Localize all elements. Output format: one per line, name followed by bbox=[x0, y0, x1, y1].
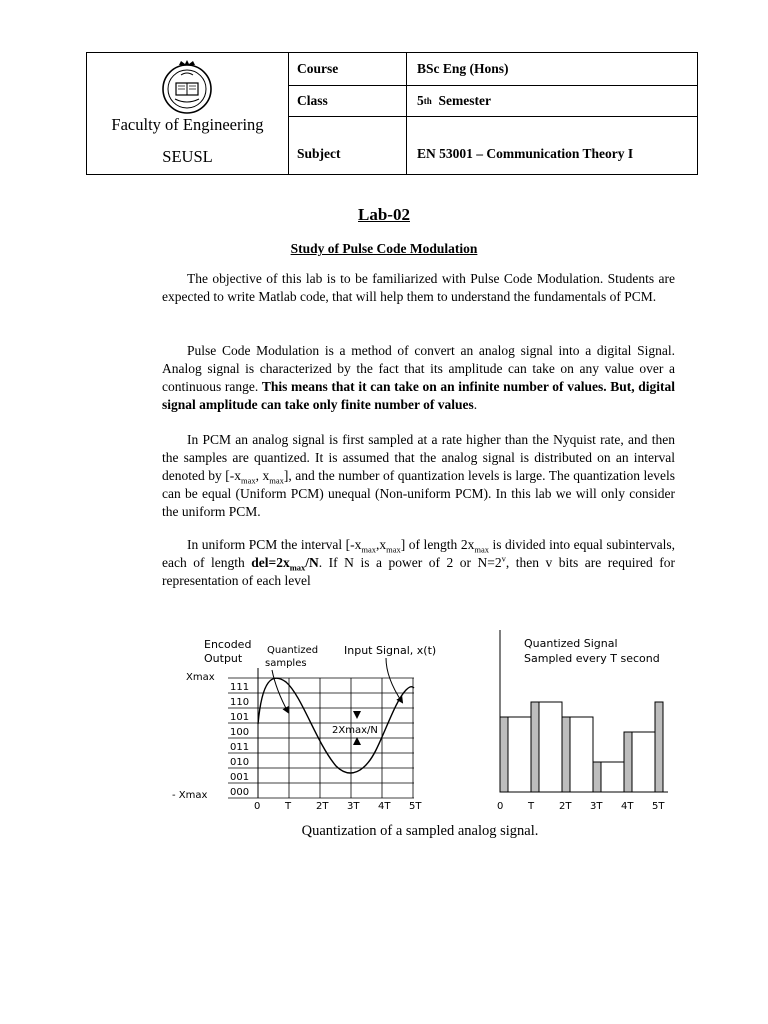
right-x-ticks bbox=[497, 801, 665, 812]
university-name: SEUSL bbox=[162, 147, 213, 166]
sample-bar bbox=[562, 717, 570, 792]
encoded-label: Encoded bbox=[204, 638, 252, 651]
neg-xmax-label: - Xmax bbox=[172, 790, 208, 801]
subscript-max: max bbox=[240, 475, 256, 486]
held-sample-bar bbox=[508, 717, 531, 792]
input-signal-label: Input Signal, x(t) bbox=[344, 644, 437, 657]
del-arrow-down-icon bbox=[353, 711, 361, 719]
right-x-tick-label: T bbox=[528, 801, 535, 812]
right-x-tick-label: 4T bbox=[621, 801, 634, 812]
sampled-every-title: Sampled every T second bbox=[524, 652, 660, 665]
subscript-max: max bbox=[474, 544, 489, 555]
course-value: BSc Eng (Hons) bbox=[417, 61, 509, 76]
right-x-tick-label: 2T bbox=[559, 801, 572, 812]
pcm-definition-text: Pulse Code Modulation is a method of convert an analog signal into a digital Signal. Analog signal is characterized by the fact that its amplitude can take on any value over a continuous range. bbox=[162, 343, 675, 394]
right-bars bbox=[500, 702, 663, 792]
level-code-label: 011 bbox=[230, 742, 250, 753]
subscript-max: max bbox=[269, 475, 284, 486]
superscript-v: v bbox=[501, 553, 506, 564]
sample-bar bbox=[655, 702, 663, 792]
right-x-tick-label: 0 bbox=[497, 801, 504, 812]
uniform-pcm-text-c: ] of length 2x bbox=[400, 537, 475, 552]
objective-text: The objective of this lab is to be familiarized with Pulse Code Modulation. Students are expected to write Matlab code, that will help them to understand the fundamentals of PCM. bbox=[162, 271, 675, 304]
held-sample-bar bbox=[632, 732, 655, 792]
right-x-tick-label: 3T bbox=[590, 801, 603, 812]
quantized-signal-title: Quantized Signal bbox=[524, 637, 618, 650]
pcm-definition-bold: This means that it can take on an infinite number of values. But, digital signal amplitude can take only finite number of values bbox=[162, 379, 675, 412]
header-table bbox=[86, 52, 698, 175]
class-number: 5 bbox=[417, 93, 424, 108]
sample-bar bbox=[593, 762, 601, 792]
pcm-process-text-c: ], and the number of quantization levels is large. The quantization levels can be equal (Uniform PCM) unequal (Non-uniform PCM). In this lab we will only consider the uniform PCM. bbox=[162, 468, 676, 519]
held-sample-bar bbox=[601, 762, 624, 792]
held-sample-bar bbox=[539, 702, 562, 792]
input-signal-arrow bbox=[386, 658, 402, 702]
del-formula-a: del=2x bbox=[251, 555, 290, 570]
held-sample-bar bbox=[570, 717, 593, 792]
quantized-samples-label-1: Quantized bbox=[267, 645, 319, 656]
subject-label: Subject bbox=[289, 117, 407, 174]
lab-title: Lab-02 bbox=[358, 205, 410, 224]
pcm-quantization-figure bbox=[160, 620, 700, 852]
pcm-process-text-b: , x bbox=[255, 468, 270, 483]
pcm-process-text-a: In PCM an analog signal is first sampled at a rate higher than the Nyquist rate, and then the samples are quantized. It is assumed that the analog signal is distributed on an interval denoted by [-x bbox=[162, 432, 675, 483]
sample-bar bbox=[500, 717, 508, 792]
level-code-label: 101 bbox=[230, 712, 250, 723]
subject-value: EN 53001 – Communication Theory I bbox=[417, 146, 634, 161]
output-label: Output bbox=[204, 652, 243, 665]
class-semester: Semester bbox=[438, 93, 491, 108]
right-x-tick-label: 5T bbox=[652, 801, 665, 812]
del-formula-b: /N bbox=[305, 555, 319, 570]
left-x-tick-label: 3T bbox=[347, 801, 360, 812]
level-code-label: 110 bbox=[230, 697, 250, 708]
subscript-max: max bbox=[386, 544, 401, 555]
uniform-pcm-text-e: . If N is a power of 2 or N=2 bbox=[318, 555, 502, 570]
course-label: Course bbox=[289, 53, 407, 85]
left-x-ticks bbox=[254, 801, 422, 812]
pcm-definition-end: . bbox=[473, 397, 478, 412]
left-x-tick-label: 0 bbox=[254, 801, 261, 812]
level-code-label: 100 bbox=[230, 727, 250, 738]
subject-row bbox=[289, 117, 697, 174]
delta-label: 2Xmax/N bbox=[332, 725, 378, 736]
uniform-pcm-text-d: is divided into equal subintervals, each of length bbox=[162, 537, 675, 570]
class-value bbox=[417, 86, 491, 116]
level-code-label: 001 bbox=[230, 772, 250, 783]
left-x-tick-label: T bbox=[285, 801, 292, 812]
paragraph-pcm-process bbox=[162, 431, 675, 521]
lab-subtitle: Study of Pulse Code Modulation bbox=[290, 241, 478, 256]
university-seal-logo bbox=[161, 59, 213, 115]
level-code-label: 000 bbox=[230, 787, 250, 798]
quantized-samples-arrow bbox=[272, 670, 288, 712]
left-grid bbox=[190, 668, 414, 798]
uniform-pcm-text-b: ,x bbox=[376, 537, 387, 552]
institution-cell bbox=[87, 53, 289, 174]
xmax-label: Xmax bbox=[186, 672, 215, 683]
uniform-pcm-text-a: In uniform PCM the interval [-x bbox=[187, 537, 362, 552]
figure-caption: Quantization of a sampled analog signal. bbox=[301, 823, 539, 839]
left-x-tick-label: 2T bbox=[316, 801, 329, 812]
left-x-tick-label: 4T bbox=[378, 801, 391, 812]
paragraph-objective bbox=[162, 270, 675, 306]
class-row bbox=[289, 86, 697, 117]
quantization-diagram bbox=[160, 620, 700, 852]
level-code-label: 111 bbox=[230, 682, 250, 693]
paragraph-pcm-definition bbox=[162, 342, 675, 414]
left-x-tick-label: 5T bbox=[409, 801, 422, 812]
class-label: Class bbox=[289, 86, 407, 116]
level-code-label: 010 bbox=[230, 757, 250, 768]
uniform-pcm-text-f: , then v bits are required for representation of each level bbox=[162, 555, 675, 588]
del-formula bbox=[251, 555, 319, 573]
sample-bar bbox=[624, 732, 632, 792]
quantized-samples-label-2: samples bbox=[265, 658, 307, 669]
class-ordinal: th bbox=[423, 96, 432, 106]
del-formula-sub: max bbox=[289, 562, 306, 573]
faculty-name: Faculty of Engineering bbox=[111, 115, 264, 134]
subscript-max: max bbox=[361, 544, 376, 555]
sample-bar bbox=[531, 702, 539, 792]
course-row bbox=[289, 53, 697, 86]
paragraph-uniform-pcm bbox=[162, 536, 675, 590]
